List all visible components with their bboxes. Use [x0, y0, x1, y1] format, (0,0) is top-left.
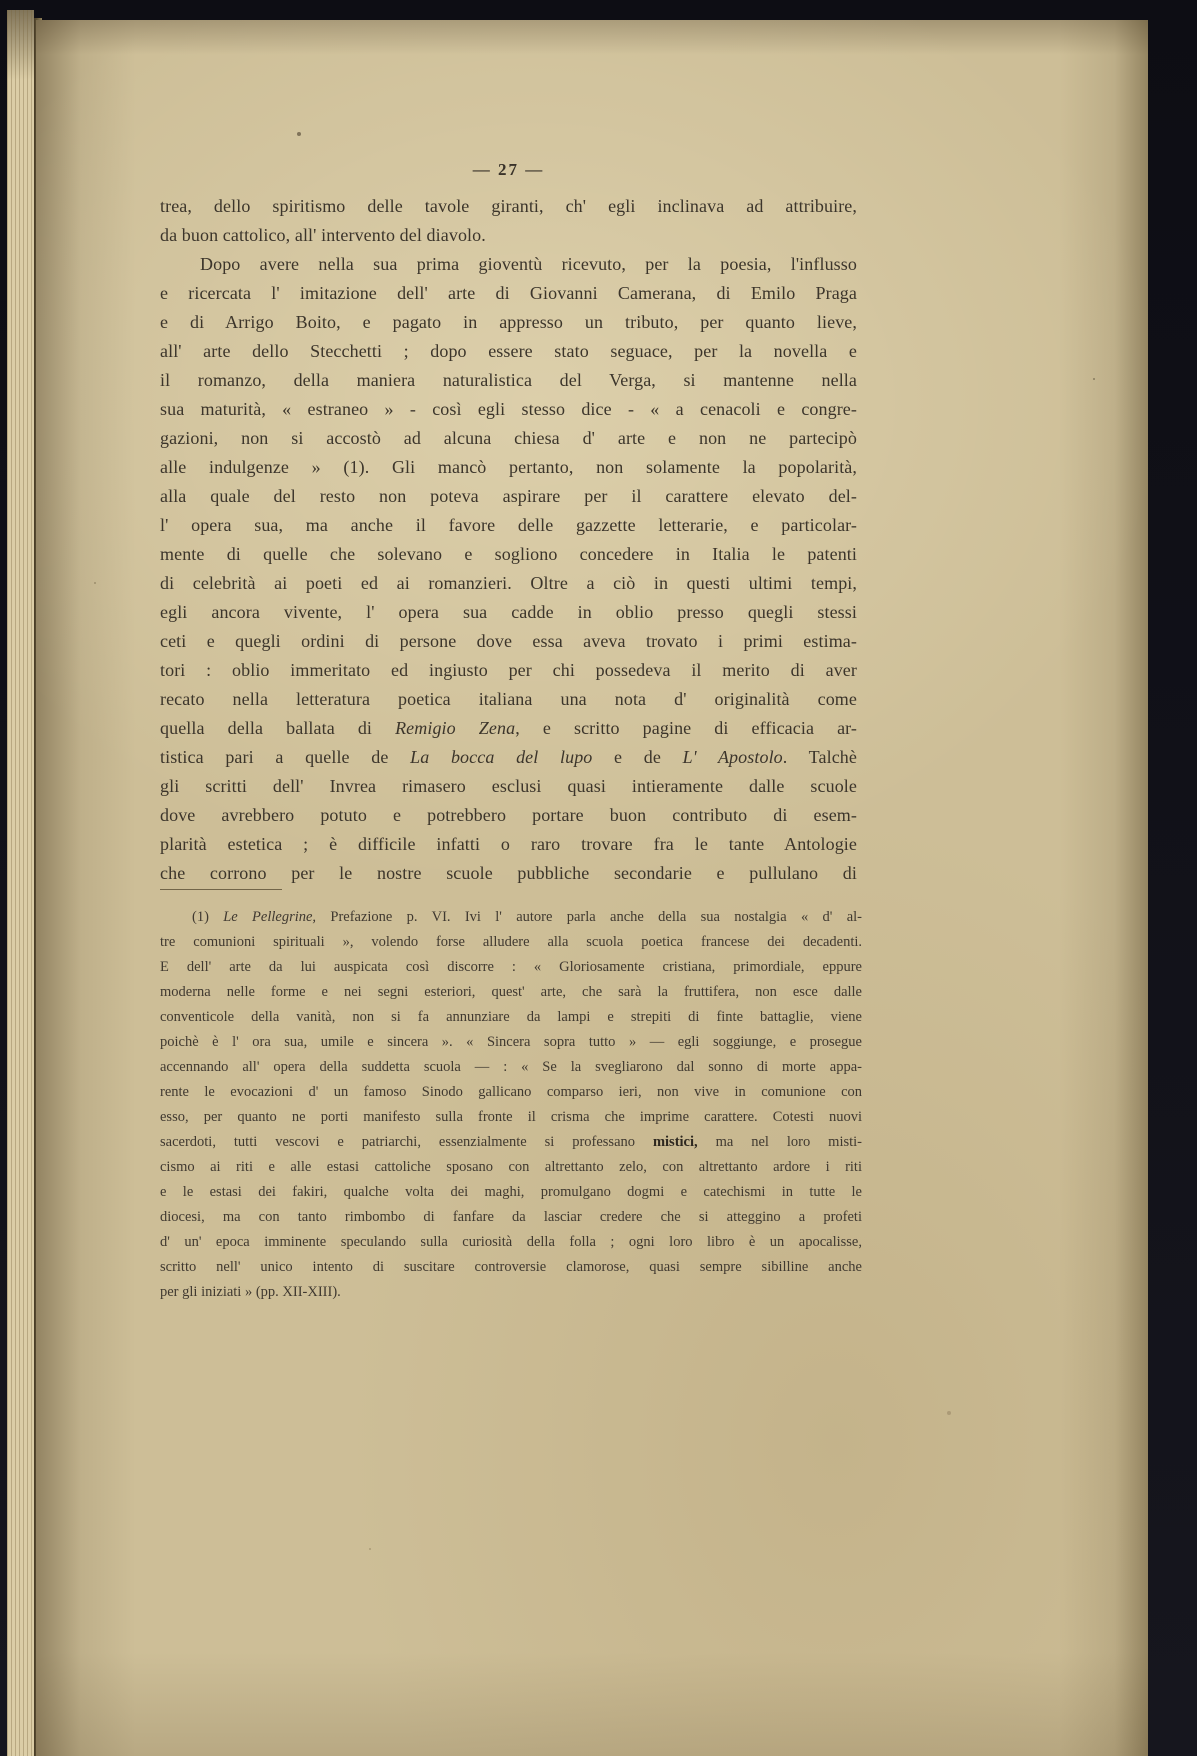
text-segment: tre comunioni spirituali », volendo forse alludere alla scuola poetica francese dei decadenti.: [160, 934, 862, 950]
text-line: [160, 569, 857, 598]
text-line: [160, 511, 857, 540]
text-line: [160, 980, 862, 1005]
text-line: [160, 830, 857, 859]
text-segment: diocesi, ma con tanto rimbombo di fanfare da lasciar credere che si atteggino a profeti: [160, 1209, 862, 1225]
text-line: [160, 250, 857, 279]
text-segment: alla quale del resto non poteva aspirare per il carattere elevato del-: [160, 486, 857, 506]
text-line: [160, 772, 857, 801]
text-segment: ceti e quegli ordini di persone dove essa aveva trovato i primi estima-: [160, 631, 857, 651]
text-line: [160, 656, 857, 685]
text-line: [160, 1130, 862, 1155]
text-line: [160, 1155, 862, 1180]
text-segment: e de: [592, 747, 683, 767]
text-line: [160, 279, 857, 308]
page-number: — 27 —: [472, 160, 545, 179]
book-page: [36, 20, 1148, 1756]
text-segment: l' opera sua, ma anche il favore delle gazzette letterarie, e particolar-: [160, 515, 857, 535]
text-segment: La bocca del lupo: [410, 747, 593, 767]
text-line: [160, 801, 857, 830]
text-segment: mente di quelle che solevano e sogliono concedere in Italia le patenti: [160, 544, 857, 564]
text-line: [160, 453, 857, 482]
text-line: [160, 221, 857, 250]
text-segment: Prefazione p. VI. Ivi l' autore parla anche della sua nostalgia « d' al-: [316, 909, 862, 925]
text-segment: e le estasi dei fakiri, qualche volta dei maghi, promulgano dogmi e catechismi in tutte le: [160, 1184, 862, 1200]
text-segment: Dopo avere nella sua prima gioventù ricevuto, per la poesia, l'influsso: [200, 254, 857, 274]
text-segment: plarità estetica ; è difficile infatti o raro trovare fra le tante Antologie: [160, 834, 857, 854]
text-segment: e di Arrigo Boito, e pagato in appresso un tributo, per quanto lieve,: [160, 312, 857, 332]
main-text-block: [160, 192, 857, 888]
text-line: [160, 308, 857, 337]
text-segment: moderna nelle forme e nei segni esteriori, quest' arte, che sarà la fruttifera, non esce dalle: [160, 984, 862, 1000]
text-line: [160, 598, 857, 627]
text-segment: E dell' arte da lui auspicata così discorre : « Gloriosamente cristiana, primordiale, eppure: [160, 959, 862, 975]
text-line: [160, 1205, 862, 1230]
text-segment: L' Apostolo: [682, 747, 783, 767]
text-segment: trea, dello spiritismo delle tavole giranti, ch' egli inclinava ad attribuire,: [160, 196, 857, 216]
text-line: [160, 905, 862, 930]
text-line: [160, 1055, 862, 1080]
text-line: [160, 859, 857, 888]
text-segment: gazioni, non si accostò ad alcuna chiesa d' arte e non ne partecipò: [160, 428, 857, 448]
text-line: [160, 930, 862, 955]
text-segment: all' arte dello Stecchetti ; dopo essere stato seguace, per la novella e: [160, 341, 857, 361]
text-segment: Remigio Zena: [395, 718, 516, 738]
text-line: [160, 627, 857, 656]
text-line: [160, 955, 862, 980]
text-line: [160, 1105, 862, 1130]
text-segment: recato nella letteratura poetica italiana una nota d' originalità come: [160, 689, 857, 709]
text-segment: mistici,: [652, 1134, 698, 1150]
text-line: [160, 1030, 862, 1055]
text-segment: d' un' epoca imminente speculando sulla curiosità della folla ; ogni loro libro è un apocalisse,: [160, 1234, 862, 1250]
text-segment: cismo ai riti e alle estasi cattoliche sposano con altrettanto zelo, con altrettanto ardore i riti: [160, 1159, 862, 1175]
text-line: [160, 685, 857, 714]
text-line: [160, 1080, 862, 1105]
text-segment: poichè è l' ora sua, umile e sincera ». « Sincera sopra tutto » — egli soggiunge, e prosegue: [160, 1034, 862, 1050]
text-line: [160, 1230, 862, 1255]
text-segment: da buon cattolico, all' intervento del diavolo.: [160, 225, 486, 245]
text-line: [160, 743, 857, 772]
text-line: [160, 424, 857, 453]
text-segment: dove avrebbero potuto e potrebbero portare buon contributo di esem-: [160, 805, 857, 825]
text-segment: sua maturità, « estraneo » - così egli stesso dice - « a cenacoli e congre-: [160, 399, 857, 419]
text-segment: quella della ballata di: [160, 718, 396, 738]
text-line: [160, 1280, 862, 1305]
text-segment: (1): [192, 909, 224, 925]
text-line: [160, 192, 857, 221]
book-page-edges: [7, 10, 34, 1756]
text-line: [160, 366, 857, 395]
text-segment: esso, per quanto ne porti manifesto sulla fronte il crisma che imprime carattere. Cotesti nuovi: [160, 1109, 862, 1125]
text-segment: gli scritti dell' Invrea rimasero esclusi quasi intieramente dalle scuole: [160, 776, 857, 796]
footnote-separator: [160, 889, 282, 890]
text-segment: egli ancora vivente, l' opera sua cadde in oblio presso quegli stessi: [160, 602, 857, 622]
text-segment: tistica pari a quelle de: [160, 747, 411, 767]
text-segment: che corrono per le nostre scuole pubbliche secondarie e pullulano di: [160, 863, 857, 883]
text-line: [160, 1005, 862, 1030]
text-segment: di celebrità ai poeti ed ai romanzieri. Oltre a ciò in questi ultimi tempi,: [160, 573, 857, 593]
text-segment: . Talchè: [782, 747, 857, 767]
text-segment: tori : oblio immeritato ed ingiusto per chi possedeva il merito di aver: [160, 660, 857, 680]
text-segment: , e scritto pagine di efficacia ar-: [515, 718, 857, 738]
text-segment: scritto nell' unico intento di suscitare controversie clamorose, quasi sempre sibilline anche: [160, 1259, 862, 1275]
text-segment: conventicole della vanità, non si fa annunziare da lampi e strepiti di finte battaglie, viene: [160, 1009, 862, 1025]
text-segment: e ricercata l' imitazione dell' arte di Giovanni Camerana, di Emilo Praga: [160, 283, 857, 303]
text-line: [160, 482, 857, 511]
footnote-block: [160, 905, 862, 1305]
paper-specks: [36, 20, 38, 22]
text-line: [160, 1180, 862, 1205]
text-segment: sacerdoti, tutti vescovi e patriarchi, essenzialmente si professano: [160, 1134, 653, 1150]
text-segment: accennando all' opera della suddetta scuola — : « Se la svegliarono dal sonno di morte appa-: [160, 1059, 862, 1075]
text-line: [160, 540, 857, 569]
text-segment: alle indulgenze » (1). Gli mancò pertanto, non solamente la popolarità,: [160, 457, 857, 477]
text-segment: il romanzo, della maniera naturalistica del Verga, si mantenne nella: [160, 370, 857, 390]
text-line: [160, 337, 857, 366]
text-line: [160, 714, 857, 743]
text-segment: Le Pellegrine,: [223, 909, 317, 925]
text-line: [160, 1255, 862, 1280]
text-line: [160, 395, 857, 424]
text-segment: rente le evocazioni d' un famoso Sinodo gallicano comparso ieri, non vive in comunione con: [160, 1084, 862, 1100]
text-segment: ma nel loro misti-: [697, 1134, 862, 1150]
text-segment: per gli iniziati » (pp. XII-XIII).: [160, 1284, 341, 1300]
